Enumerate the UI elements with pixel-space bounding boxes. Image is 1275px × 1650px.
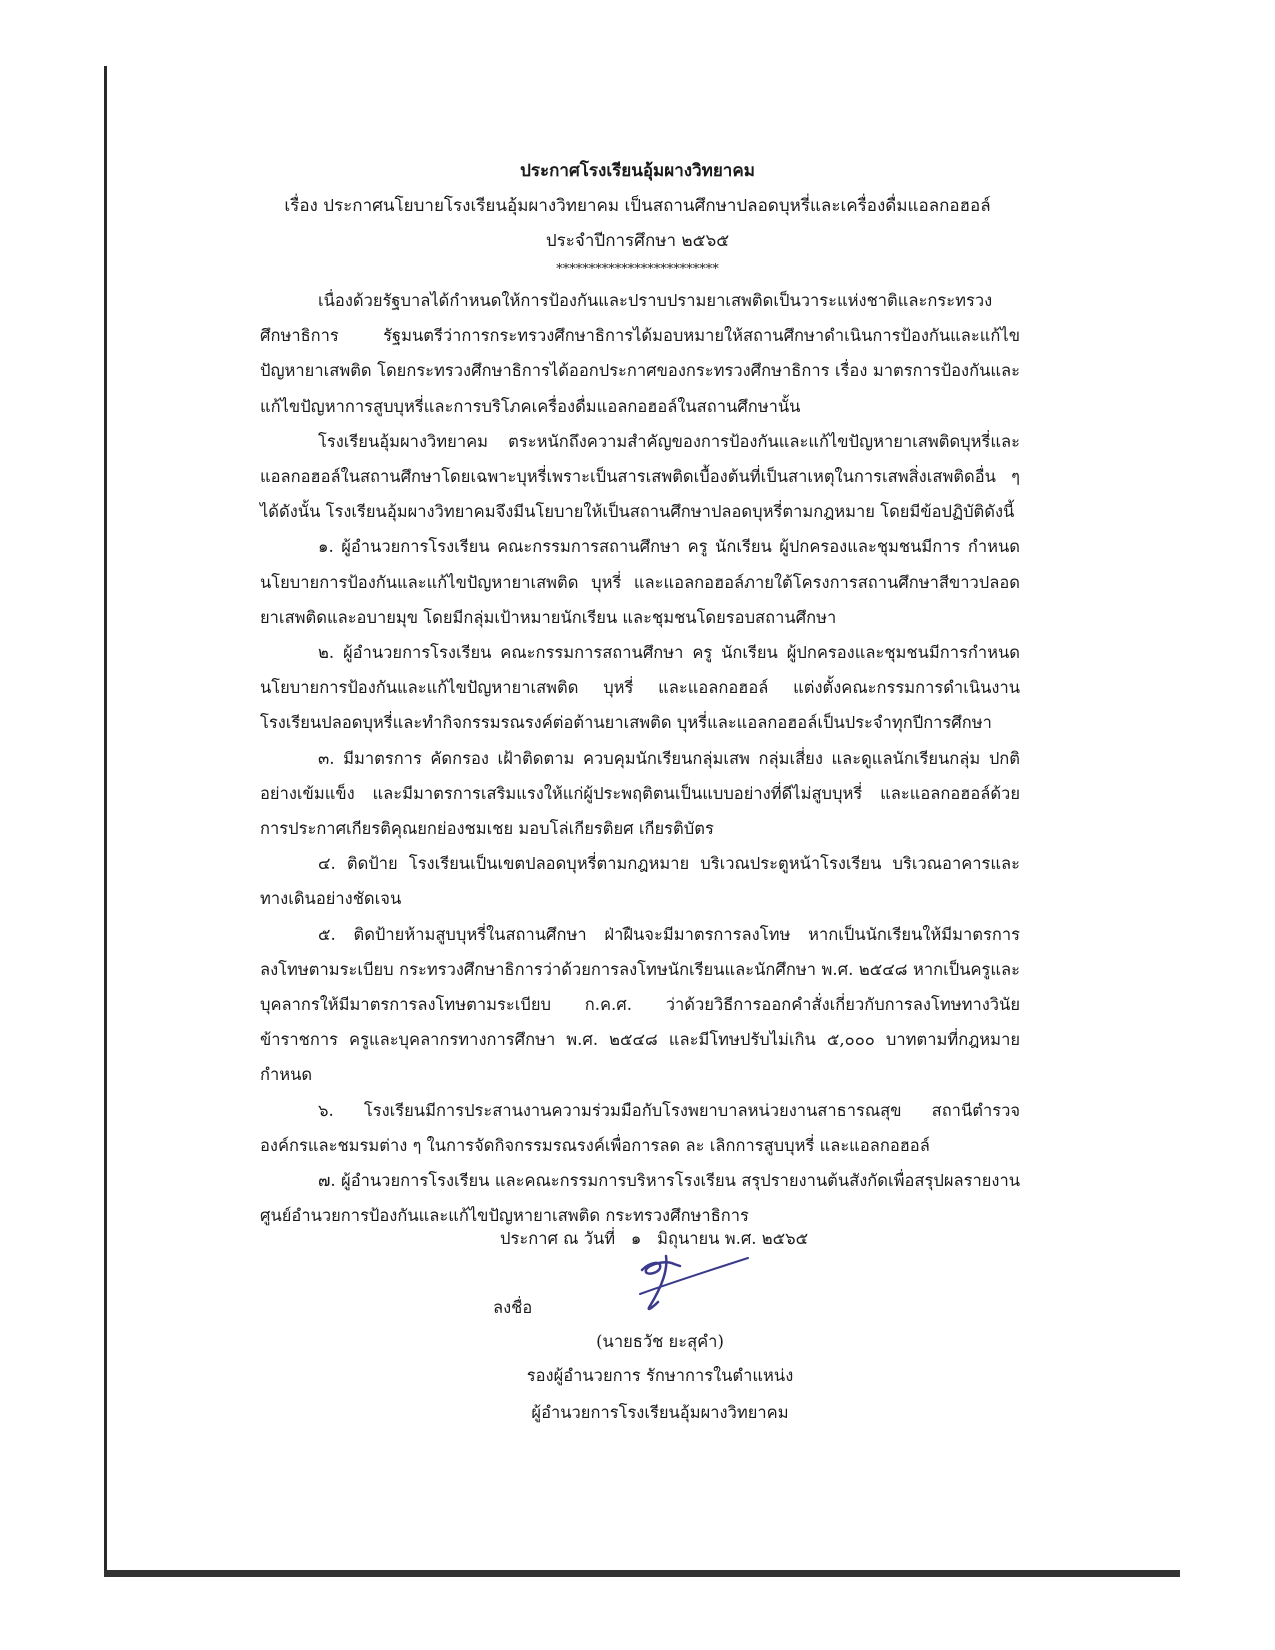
sign-label: ลงชื่อ xyxy=(493,1298,533,1317)
page-edge-left xyxy=(104,66,107,1574)
handwritten-signature xyxy=(622,1250,752,1330)
paragraph-item-7: ๗. ผู้อำนวยการโรงเรียน และคณะกรรมการบริหารโรงเรียน สรุปรายงานต้นสังกัดเพื่อสรุปผลรายงานศูนย์อำนวยการป้องกันและแก้ไขปัญหายาเสพติด กระทรวงศึกษาธิการ xyxy=(260,1171,1020,1226)
page-edge-bottom xyxy=(104,1570,1180,1577)
header-separator: ************************* xyxy=(556,262,719,277)
paragraph-item-4: ๔. ติดป้าย โรงเรียนเป็นเขตปลอดบุหรี่ตามกฎหมาย บริเวณประตูหน้าโรงเรียน บริเวณอาคารและทางเดินอย่างชัดเจน xyxy=(260,854,1020,909)
paragraph-item-3: ๓. มีมาตรการ คัดกรอง เฝ้าติดตาม ควบคุมนักเรียนกลุ่มเสพ กลุ่มเสี่ยง และดูแลนักเรียนกลุ่ม ปกติอย่างเข้มแข็ง และมีมาตรการเสริมแรงให้แก่ผู้ประพฤติตนเป็นแบบอย่างที่ดีไม่สูบบุหรี่ และแอลกอฮอล์ด้วยการประกาศเกียรติคุณยกย่องชมเชย มอบโล่เกียรติยศ เกียรติบัตร xyxy=(260,748,1020,839)
document-subject: เรื่อง ประกาศนโยบายโรงเรียนอุ้มผางวิทยาคม เป็นสถานศึกษาปลอดบุหรี่และเครื่องดื่มแอลกอฮอล์ xyxy=(284,196,991,216)
document-year: ประจำปีการศึกษา ๒๕๖๕ xyxy=(545,231,730,251)
paragraph-item-1: ๑. ผู้อำนวยการโรงเรียน คณะกรรมการสถานศึกษา ครู นักเรียน ผู้ปกครองและชุมชนมีการ กำหนดนโยบายการป้องกันและแก้ไขปัญหายาเสพติด บุหรี่ และแอลกอฮอล์ภายใต้โครงการสถานศึกษาสีขาวปลอดยาเสพติดและอบายมุข โดยมีกลุ่มเป้าหมายนักเรียน และชุมชนโดยรอบสถานศึกษา xyxy=(260,537,1020,627)
signer-name: (นายธวัช ยะสุคำ) xyxy=(596,1332,724,1351)
announce-date: ประกาศ ณ วันที่ ๑ มิถุนายน พ.ศ. ๒๕๖๕ xyxy=(500,1229,809,1248)
paragraph-item-5: ๕. ติดป้ายห้ามสูบบุหรี่ในสถานศึกษา ฝ่าฝืนจะมีมาตรการลงโทษ หากเป็นนักเรียนให้มีมาตรการลงโทษตามระเบียบ กระทรวงศึกษาธิการว่าด้วยการลงโทษนักเรียนและนักศึกษา พ.ศ. ๒๕๔๘ หากเป็นครูและบุคลากรให้มีมาตรการลงโทษตามระเบียบ ก.ค.ศ. ว่าด้วยวิธีการออกคำสั่งเกี่ยวกับการลงโทษทางวินัยข้าราชการ ครูและบุคลากรทางการศึกษา พ.ศ. ๒๕๔๘ และมีโทษปรับไม่เกิน ๕,๐๐๐ บาทตามที่กฎหมายกำหนด xyxy=(260,924,1020,1085)
paragraph-item-2: ๒. ผู้อำนวยการโรงเรียน คณะกรรมการสถานศึกษา ครู นักเรียน ผู้ปกครองและชุมชนมีการกำหนดนโยบายการป้องกันและแก้ไขปัญหายาเสพติด บุหรี่ และแอลกอฮอล์ แต่งตั้งคณะกรรมการดำเนินงานโรงเรียนปลอดบุหรี่และทำกิจกรรมรณรงค์ต่อต้านยาเสพติด บุหรี่และแอลกอฮอล์เป็นประจำทุกปีการศึกษา xyxy=(260,643,1020,733)
paragraph-intro: เนื่องด้วยรัฐบาลได้กำหนดให้การป้องกันและปราบปรามยาเสพติดเป็นวาระแห่งชาติและกระทรวงศึกษาธิการ รัฐมนตรีว่าการกระทรวงศึกษาธิการได้มอบหมายให้สถานศึกษาดำเนินการป้องกันและแก้ไข ปัญหายาเสพติด โดยกระทรวงศึกษาธิการได้ออกประกาศของกระทรวงศึกษาธิการ เรื่อง มาตรการป้องกันและแก้ไขปัญหาการสูบบุหรี่และการบริโภคเครื่องดื่มแอลกอฮอล์ในสถานศึกษานั้น xyxy=(260,291,1020,416)
paragraph-item-6: ๖. โรงเรียนมีการประสานงานความร่วมมือกับโรงพยาบาลหน่วยงานสาธารณสุข สถานีตำรวจ องค์กรและชมรมต่าง ๆ ในการจัดกิจกรรมรณรงค์เพื่อการลด ละ เลิกการสูบบุหรี่ และแอลกอฮอล์ xyxy=(260,1100,1020,1155)
signer-position: รองผู้อำนวยการ รักษาการในตำแหน่ง xyxy=(526,1366,794,1385)
signer-title: ผู้อำนวยการโรงเรียนอุ้มผางวิทยาคม xyxy=(531,1403,789,1422)
document-body xyxy=(260,283,1020,1233)
paragraph-policy: โรงเรียนอุ้มผางวิทยาคม ตระหนักถึงความสำคัญของการป้องกันและแก้ไขปัญหายาเสพติดบุหรี่และแอลกอฮอล์ในสถานศึกษาโดยเฉพาะบุหรี่เพราะเป็นสารเสพติดเบื้องต้นที่เป็นสาเหตุในการเสพสิ่งเสพติดอื่น ๆ ได้ดังนั้น โรงเรียนอุ้มผางวิทยาคมจึงมีนโยบายให้เป็นสถานศึกษาปลอดบุหรี่ตามกฎหมาย โดยมีข้อปฏิบัติดังนี้ xyxy=(260,431,1020,522)
document-title: ประกาศโรงเรียนอุ้มผางวิทยาคม xyxy=(520,161,755,181)
